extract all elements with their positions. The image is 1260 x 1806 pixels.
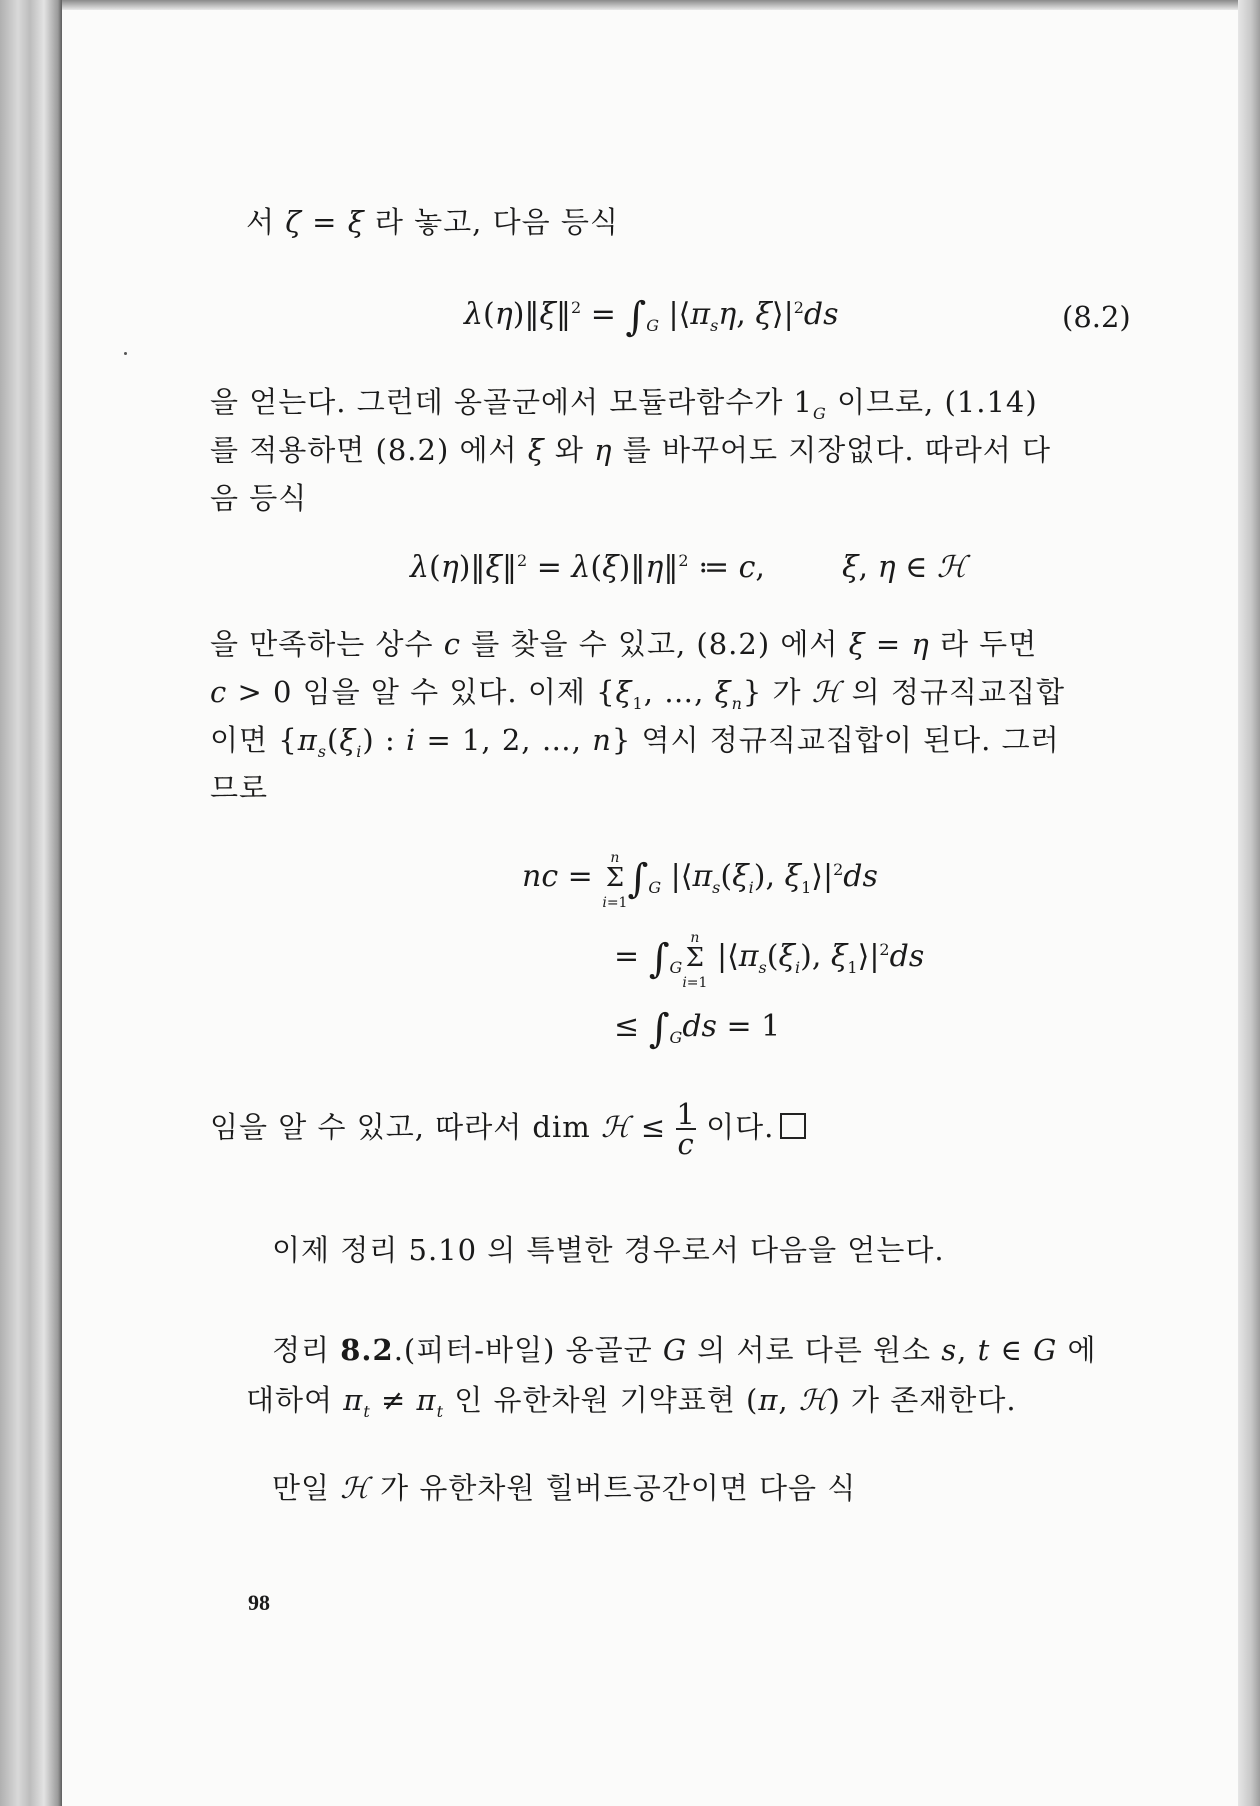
qed-box: [780, 1113, 806, 1139]
text-line-2: 을 얻는다. 그런데 옹골군에서 모듈라함수가 $1_G$ 이므로, (1.14): [210, 385, 1038, 423]
text-line-3: 를 적용하면 (8.2) 에서 ξ 와 η 를 바꾸어도 지장없다. 따라서 다: [210, 433, 1052, 467]
theorem-8-2-line-2: 대하여 $\pi_t \ne \pi_t$ 인 유한차원 기약표현 (π, ℋ) 가 존재한다.: [246, 1383, 1017, 1421]
book-spine-edge: [0, 0, 62, 1806]
text-line-6: c > 0 임을 알 수 있다. 이제 {$\xi_1$, …, $\xi_n$} 가 ℋ 의 정규직교집합: [210, 675, 1065, 713]
equation-nc-line-3: ≤ $\int_Gds = 1$: [614, 1006, 781, 1052]
text-line-8: 므로: [210, 771, 269, 805]
equation-nc-line-2: = $\int_Gn$ Σ i=1 $|⟨\pi_s(\xi_i)$, $\xi_1⟩|^2ds$: [614, 930, 925, 991]
text-line-11: 만일 ℋ 가 유한차원 힐버트공간이면 다음 식: [272, 1471, 857, 1505]
text-line-5: 을 만족하는 상수 c 를 찾을 수 있고, (8.2) 에서 ξ = η 라 두면: [210, 627, 1038, 661]
page-number: 98: [248, 1590, 270, 1615]
equation-domain: ξ, η ∈ ℋ: [842, 550, 967, 585]
equation-8-2: λ(η)‖ξ‖$^2$ = $\int_G$ $|⟨\pi_s\eta$, $\xi⟩|^2ds$: [464, 294, 839, 340]
text-line-4: 음 등식: [210, 481, 308, 515]
text-line-7: 이면 {$\pi_s(\xi_i)$ : i = 1, 2, …, n} 역시 정규직교집합이 된다. 그러: [210, 723, 1060, 761]
margin-dot: [124, 352, 127, 355]
book-page: [62, 10, 1238, 1806]
equation-nc-line-1: nc = n Σ $i=1\int_G$ $|⟨\pi_s(\xi_i)$, $\xi_1⟩|^2ds$: [522, 850, 878, 911]
theorem-8-2-line-1: 정리 8.2.(피터-바일) 옹골군 G 의 서로 다른 원소 s, t ∈ G 에: [272, 1333, 1097, 1367]
equation-constant-c: λ(η)‖ξ‖$^2$ = λ(ξ)‖η‖$^2$ ≔ c,: [410, 550, 765, 585]
equation-number: (8.2): [1062, 300, 1131, 334]
text-line-9: 임을 알 수 있고, 따라서 dim ℋ ≤ $\frac{1}{c}$ 이다.: [210, 1100, 806, 1158]
page-top-edge: [40, 0, 1240, 10]
text-line-1: 서 ζ = ξ 라 놓고, 다음 등식: [246, 205, 619, 239]
page-right-edge: [1238, 0, 1260, 1806]
text-line-10: 이제 정리 5.10 의 특별한 경우로서 다음을 얻는다.: [272, 1233, 945, 1267]
